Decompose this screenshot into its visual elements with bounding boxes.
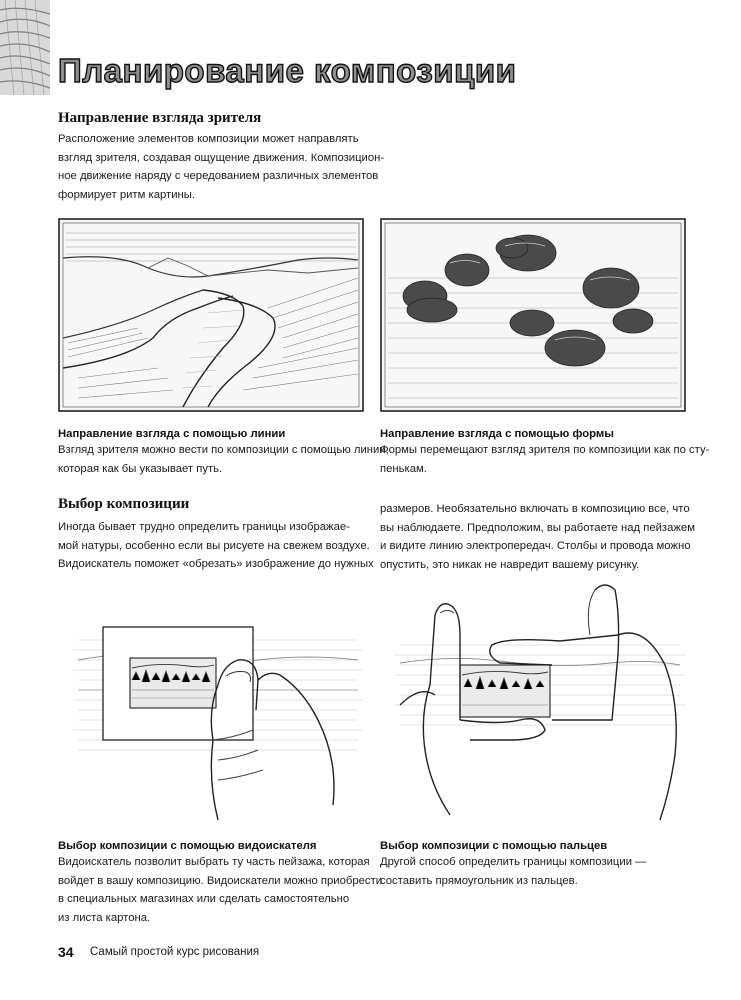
text-line: и видите линию электропередач. Столбы и провода можно xyxy=(380,540,691,553)
text-line: размеров. Необязательно включать в композицию все, что xyxy=(380,503,690,515)
caption-heading-viewfinder: Выбор композиции с помощью видоискателя xyxy=(58,840,317,852)
sketch-stones-shapes xyxy=(380,218,686,412)
page-number: 34 xyxy=(58,944,74,960)
caption-heading-fingers: Выбор композиции с помощью пальцев xyxy=(380,840,608,852)
caption-shape-text xyxy=(380,441,709,478)
sketch-viewfinder-hand xyxy=(58,590,368,830)
text-line: мой натуры, особенно если вы рисуете на свежем воздухе. xyxy=(58,539,370,552)
text-line: Видоискатель позволит выбрать ту часть пейзажа, которая xyxy=(58,856,370,868)
caption-heading-shape: Направление взгляда с помощью формы xyxy=(380,428,614,440)
section-gaze-text xyxy=(58,130,384,204)
text-line: составить прямоугольник из пальцев. xyxy=(380,874,578,887)
text-line: взгляд зрителя, создавая ощущение движения. Композицион- xyxy=(58,151,385,164)
caption-heading-line: Направление взгляда с помощью линии xyxy=(58,428,286,440)
page-title: Планирование композиции xyxy=(58,52,517,89)
text-line: войдет в вашу композицию. Видоискатели можно приобрести xyxy=(58,874,383,887)
text-line: Расположение элементов композиции может направлять xyxy=(58,133,359,145)
book-title: Самый простой курс рисования xyxy=(90,946,260,958)
text-line: пенькам. xyxy=(380,462,427,475)
sketch-finger-frame xyxy=(380,575,690,830)
sketch-river-line xyxy=(58,218,364,412)
text-line: Видоискатель поможет «обрезать» изображение до нужных xyxy=(58,558,374,571)
text-line: формирует ритм картины. xyxy=(58,188,195,201)
text-line: вы наблюдаете. Предположим, вы работаете над пейзажем xyxy=(380,521,695,534)
text-line: из листа картона. xyxy=(58,911,151,924)
section-heading-choice: Выбор композиции xyxy=(58,496,190,512)
section-choice-text-right xyxy=(380,500,695,574)
text-line: опустить, это никак не навредит вашему рисунку. xyxy=(380,558,640,571)
corner-pencil-texture xyxy=(0,0,50,95)
section-heading-gaze: Направление взгляда зрителя xyxy=(58,110,262,126)
caption-fingers-text xyxy=(380,853,646,890)
text-line: в специальных магазинах или сделать самостоятельно xyxy=(58,893,350,906)
section-choice-text-left xyxy=(58,518,374,574)
text-line: Другой способ определить границы композиции — xyxy=(380,856,647,868)
caption-line-text xyxy=(58,441,389,478)
text-line: ное движение наряду с чередованием различных элементов xyxy=(58,170,379,183)
text-line: Формы перемещают взгляд зрителя по композиции как по сту- xyxy=(380,444,710,456)
text-line: Взгляд зрителя можно вести по композиции с помощью линии, xyxy=(58,444,389,456)
text-line: которая как бы указывает путь. xyxy=(58,462,223,475)
text-line: Иногда бывает трудно определить границы изображае- xyxy=(58,521,350,533)
caption-viewfinder-text xyxy=(58,853,382,927)
